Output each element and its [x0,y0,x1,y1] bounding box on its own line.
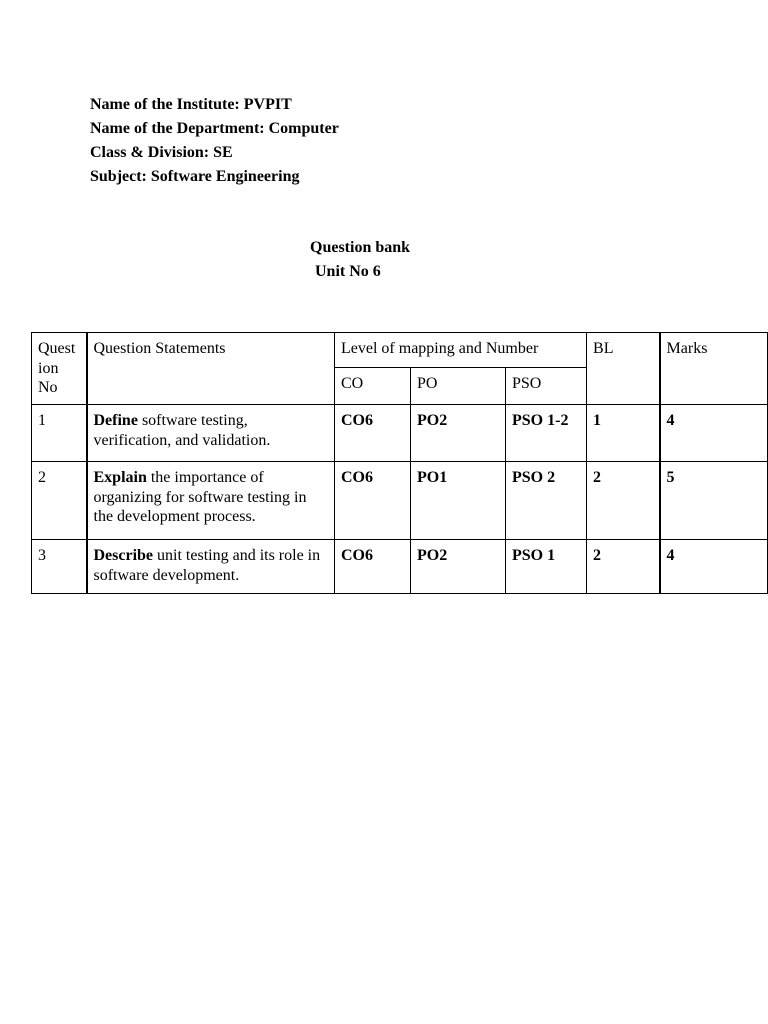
unit-title: Unit No 6 [315,263,381,280]
table-header-row [32,333,768,368]
co-value: CO6 [335,405,411,462]
page-title: Question bank [310,239,411,256]
question-keyword: Define [93,412,138,429]
header-co: CO [335,368,411,405]
po-value: PO1 [411,462,506,540]
marks-value: 4 [660,405,768,462]
pso-value: PSO 1-2 [506,405,587,462]
question-text: unit testing and its role in software development. [93,547,321,584]
header-bl: BL [587,333,660,405]
header-pso: PSO [506,368,587,405]
bl-value: 1 [587,405,660,462]
question-text: software testing, verification, and validation. [93,412,271,449]
header-po: PO [411,368,506,405]
question-no: 2 [32,462,87,540]
class-division: Class & Division: SE [90,144,233,161]
question-text: the importance of organizing for software testing in the development process. [93,469,307,525]
bl-value: 2 [587,540,660,594]
header-mapping: Level of mapping and Number [335,333,587,368]
table-row [32,405,768,462]
question-keyword: Explain [93,469,147,486]
marks-value: 5 [660,462,768,540]
marks-value: 4 [660,540,768,594]
question-statement [87,540,335,594]
header-question-no-line: Quest [38,340,76,357]
po-value: PO2 [411,540,506,594]
table-row [32,462,768,540]
question-statement [87,405,335,462]
table-row [32,540,768,594]
pso-value: PSO 2 [506,462,587,540]
co-value: CO6 [335,462,411,540]
po-value: PO2 [411,405,506,462]
header-statements: Question Statements [87,333,335,405]
question-statement [87,462,335,540]
department-name: Name of the Department: Computer [90,120,339,137]
header-question-no [32,333,87,405]
bl-value: 2 [587,462,660,540]
header-marks: Marks [660,333,768,405]
question-no: 1 [32,405,87,462]
question-no: 3 [32,540,87,594]
subject-name: Subject: Software Engineering [90,168,300,185]
institute-name: Name of the Institute: PVPIT [90,96,292,113]
co-value: CO6 [335,540,411,594]
question-table [31,332,768,594]
question-keyword: Describe [93,547,154,564]
header-question-no-line: ion [38,359,59,377]
document-header [90,93,339,189]
header-question-no-line: No [38,379,58,396]
pso-value: PSO 1 [506,540,587,594]
